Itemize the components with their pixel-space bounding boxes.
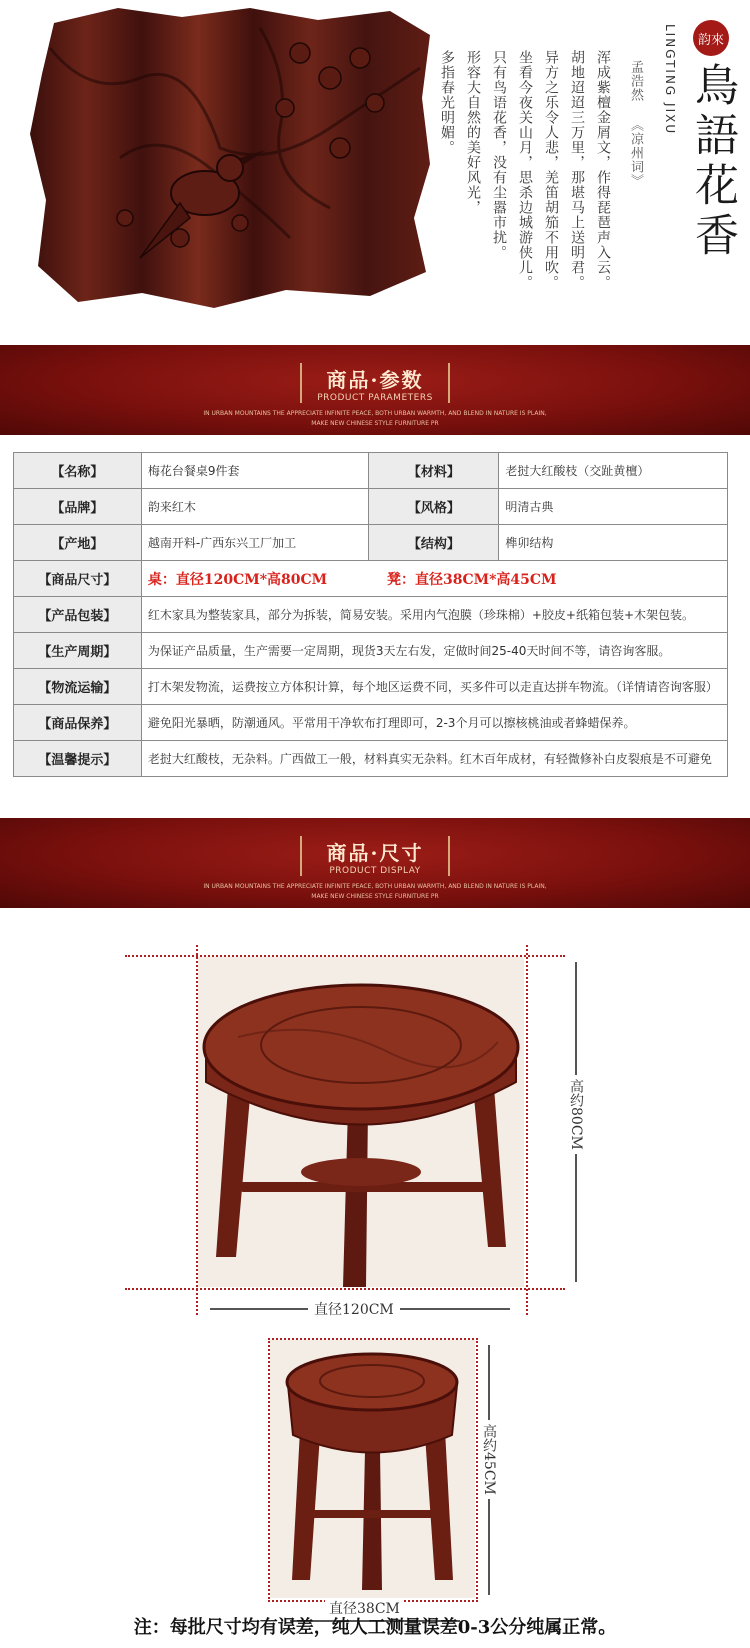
param-value: 红木家具为整装家具，部分为拆装，简易安装。采用内气泡膜（珍珠棉）+胶皮+纸箱包装+木架包装。	[141, 597, 727, 633]
table-row	[14, 561, 728, 597]
banner-title: 商品·参数	[326, 367, 424, 392]
guide-line	[526, 945, 528, 1315]
brand-seal: 韵來	[693, 20, 729, 56]
table-row	[14, 705, 728, 741]
param-key: 【物流运输】	[14, 669, 142, 705]
guide-line	[125, 1288, 565, 1290]
poem-title: 《凉州词》	[628, 118, 643, 188]
table-height-label: 高约80CM	[566, 1075, 586, 1154]
table-size: 桌：直径120CM*高80CM	[147, 571, 328, 588]
param-value: 避免阳光暴晒，防潮通风。平常用干净软布打理即可，2-3个月可以擦核桃油或者蜂蜡保养。	[141, 705, 727, 741]
param-key: 【品牌】	[14, 489, 142, 525]
table-row	[14, 669, 728, 705]
param-value: 老挝大红酸枝，无杂料。广西做工一般，材料真实无杂料。红木百年成材，有轻微修补白皮裂痕是不可避免	[141, 741, 727, 777]
stool-size: 凳：直径38CM*高45CM	[386, 571, 557, 588]
display-banner	[0, 818, 750, 908]
stool-photo	[270, 1340, 475, 1598]
pinyin-title: LINGTING JIXU	[663, 24, 677, 136]
param-key: 【产地】	[14, 525, 142, 561]
banner-description: IN URBAN MOUNTAINS THE APPRECIATE INFINITE PEACE, BOTH URBAN WARMTH, AND BLEND IN NATURE IS PLAIN, MAKE NEW CHINESE STYLE FURNITURE PR	[203, 410, 547, 427]
banner-frame	[300, 836, 450, 876]
banner-title: 商品·尺寸	[326, 840, 424, 865]
table-row	[14, 597, 728, 633]
param-key: 【结构】	[369, 525, 499, 561]
banner-frame	[300, 363, 450, 403]
desc-line: 只有鸟语花香，没有尘嚣市扰。	[491, 50, 507, 260]
param-value: 老挝大红酸枝（交趾黄檀）	[499, 453, 728, 489]
param-value: 梅花台餐桌9件套	[141, 453, 369, 489]
param-key: 【名称】	[14, 453, 142, 489]
poem-line: 浑成紫檀金屑文，作得琵琶声入云。	[595, 50, 611, 290]
table-row	[14, 489, 728, 525]
param-key: 【产品包装】	[14, 597, 142, 633]
param-key: 【生产周期】	[14, 633, 142, 669]
stool-height-label: 高约45CM	[479, 1420, 499, 1499]
desc-line: 形容大自然的美好风光，	[465, 50, 481, 215]
table-row	[14, 741, 728, 777]
param-value: 明清古典	[499, 489, 728, 525]
poem-author: 孟浩然	[628, 60, 643, 102]
param-value: 韵来红木	[141, 489, 369, 525]
measurement-note: 注：每批尺寸均有误差，纯人工测量误差0-3公分纯属正常。	[133, 1617, 617, 1638]
carving-image	[30, 8, 430, 308]
banner-subtitle: PRODUCT DISPLAY	[329, 865, 421, 876]
poem-line: 胡地迢迢三万里，那堪马上送明君。	[569, 50, 585, 290]
round-table-photo	[198, 957, 524, 1287]
param-key: 【风格】	[369, 489, 499, 525]
banner-subtitle: PRODUCT PARAMETERS	[317, 392, 433, 403]
table-row	[14, 525, 728, 561]
banner-description: IN URBAN MOUNTAINS THE APPRECIATE INFINITE PEACE, BOTH URBAN WARMTH, AND BLEND IN NATURE IS PLAIN, MAKE NEW CHINESE STYLE FURNITURE PR	[203, 883, 547, 900]
param-value-size	[141, 561, 727, 597]
param-key: 【商品保养】	[14, 705, 142, 741]
param-value: 为保证产品质量，生产需要一定周期，现货3天左右发，定做时间25-40天时间不等，请咨询客服。	[141, 633, 727, 669]
table-row	[14, 633, 728, 669]
poem-line: 坐看今夜关山月，思杀边城游侠儿。	[517, 50, 533, 290]
param-value: 越南开料-广西东兴工厂加工	[141, 525, 369, 561]
desc-line: 多指春光明媚。	[439, 50, 455, 155]
hero-section	[0, 0, 750, 330]
poem-line: 异方之乐令人悲，羌笛胡笳不用吹。	[543, 50, 559, 290]
param-value: 榫卯结构	[499, 525, 728, 561]
hero-title: 鳥語花香	[687, 62, 738, 262]
param-key: 【温馨提示】	[14, 741, 142, 777]
table-diameter-label: 直径120CM	[308, 1299, 400, 1319]
param-key: 【材料】	[369, 453, 499, 489]
param-value: 打木架发物流，运费按立方体积计算，每个地区运费不同，买多件可以走直达拼车物流。（详情请咨询客服）	[141, 669, 727, 705]
parameter-table	[13, 452, 728, 777]
stool-diameter-label: 直径38CM	[325, 1598, 404, 1618]
param-key: 【商品尺寸】	[14, 561, 142, 597]
table-row	[14, 453, 728, 489]
guide-line	[476, 1338, 478, 1602]
parameters-banner	[0, 345, 750, 435]
